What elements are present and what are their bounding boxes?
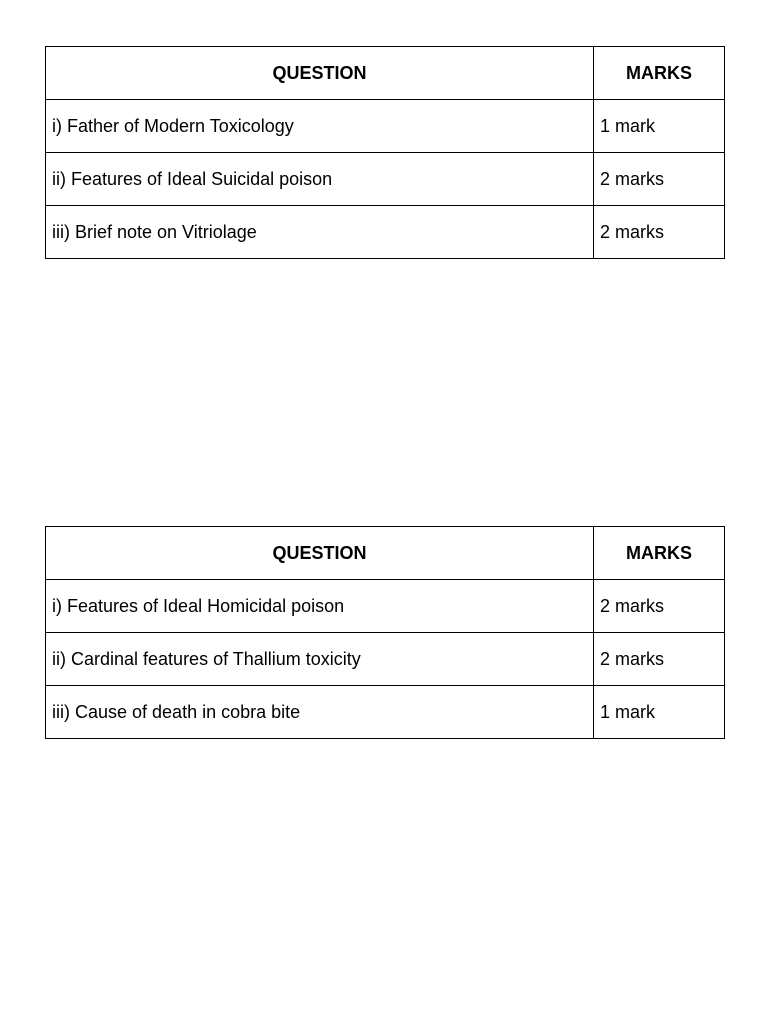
marks-cell: 2 marks bbox=[594, 633, 725, 686]
question-column-header: QUESTION bbox=[46, 527, 594, 580]
marks-column-header: MARKS bbox=[594, 47, 725, 100]
table-row bbox=[46, 100, 725, 153]
table-header-row bbox=[46, 47, 725, 100]
question-table-1 bbox=[45, 46, 725, 259]
question-cell: ii) Cardinal features of Thallium toxicity bbox=[46, 633, 594, 686]
table-row bbox=[46, 206, 725, 259]
marks-cell: 1 mark bbox=[594, 686, 725, 739]
marks-cell: 1 mark bbox=[594, 100, 725, 153]
marks-cell: 2 marks bbox=[594, 580, 725, 633]
table-row bbox=[46, 580, 725, 633]
marks-cell: 2 marks bbox=[594, 153, 725, 206]
question-table-2 bbox=[45, 526, 725, 739]
question-cell: iii) Cause of death in cobra bite bbox=[46, 686, 594, 739]
table-header-row bbox=[46, 527, 725, 580]
table-row bbox=[46, 633, 725, 686]
question-cell: ii) Features of Ideal Suicidal poison bbox=[46, 153, 594, 206]
question-column-header: QUESTION bbox=[46, 47, 594, 100]
question-cell: iii) Brief note on Vitriolage bbox=[46, 206, 594, 259]
table-row bbox=[46, 153, 725, 206]
question-cell: i) Features of Ideal Homicidal poison bbox=[46, 580, 594, 633]
question-cell: i) Father of Modern Toxicology bbox=[46, 100, 594, 153]
table-row bbox=[46, 686, 725, 739]
marks-column-header: MARKS bbox=[594, 527, 725, 580]
marks-cell: 2 marks bbox=[594, 206, 725, 259]
